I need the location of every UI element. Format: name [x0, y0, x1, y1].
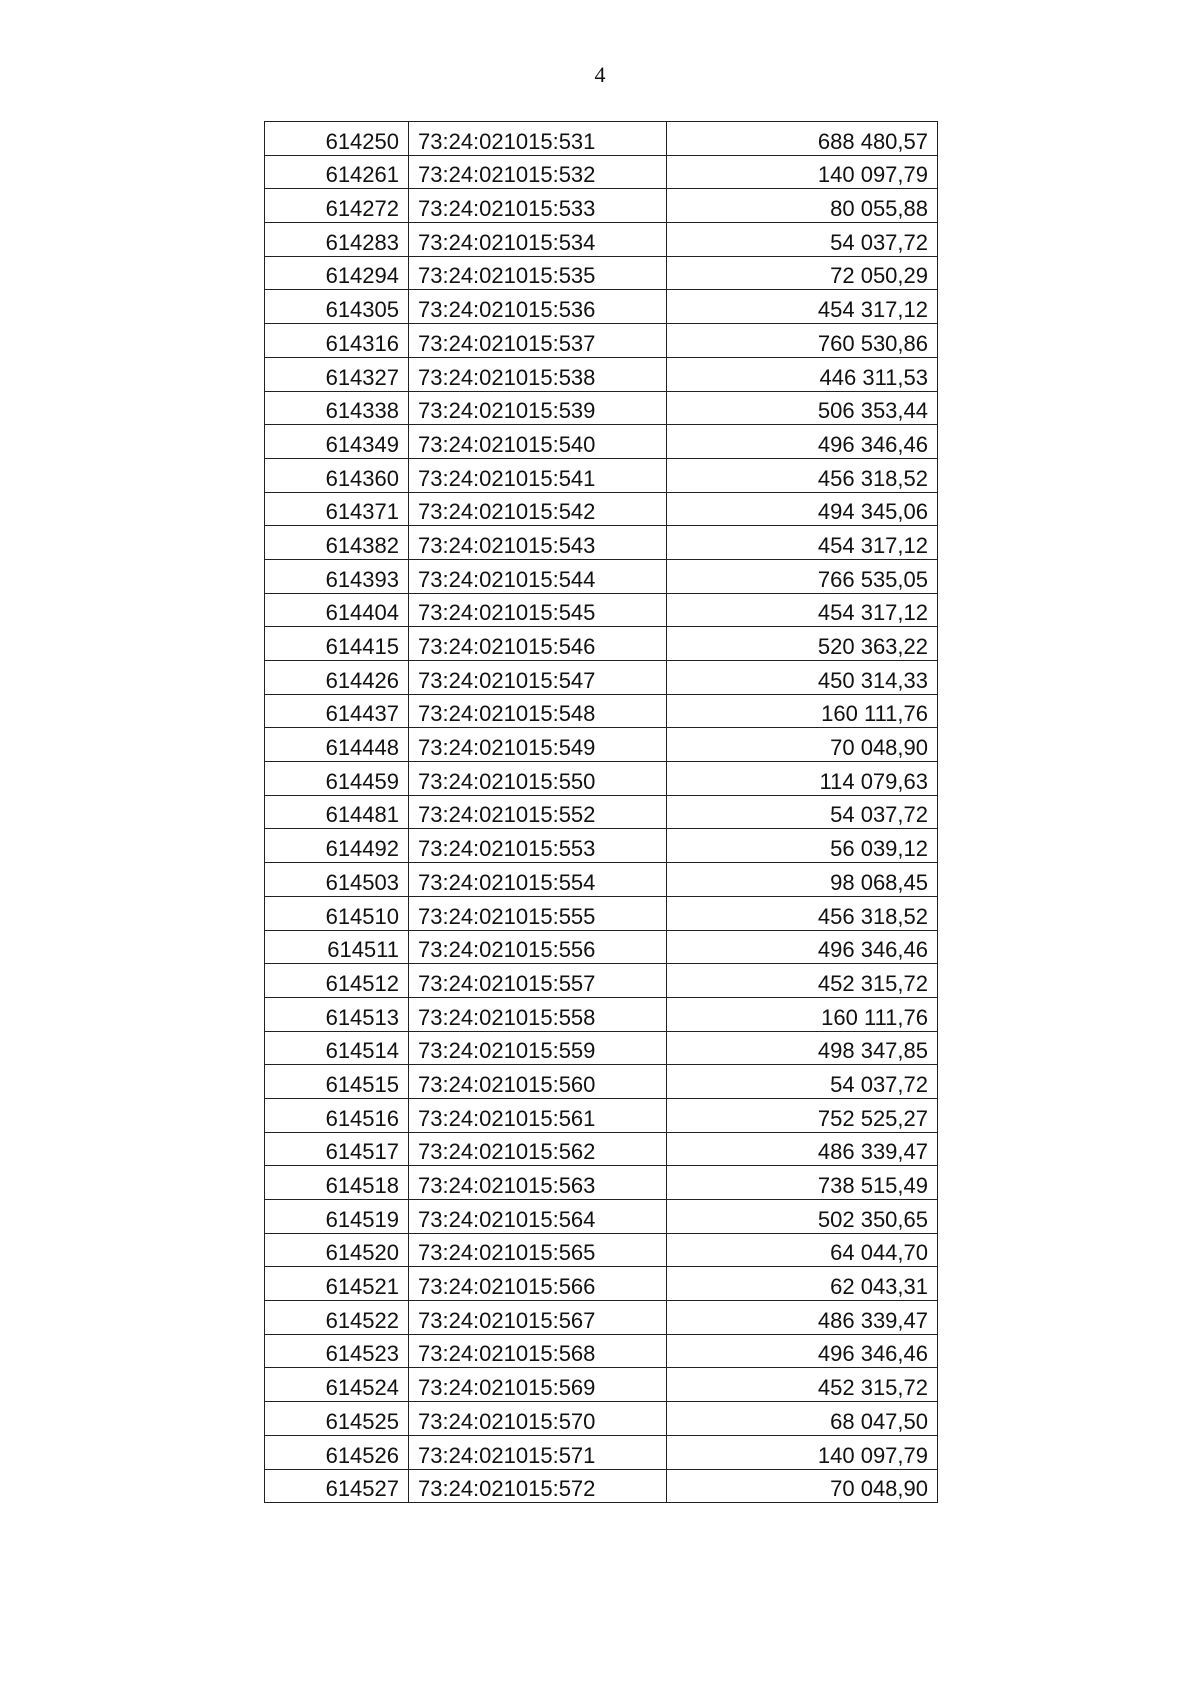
- value-cell: 54 037,72: [667, 1065, 938, 1099]
- table-row: [265, 627, 938, 661]
- row-id-cell: 614492: [265, 829, 409, 863]
- table-row: [265, 559, 938, 593]
- row-id-cell: 614316: [265, 324, 409, 358]
- cadastral-number-cell: 73:24:021015:553: [409, 829, 667, 863]
- table-row: [265, 1334, 938, 1368]
- row-id-cell: 614415: [265, 627, 409, 661]
- value-cell: 454 317,12: [667, 290, 938, 324]
- cadastral-number-cell: 73:24:021015:557: [409, 964, 667, 998]
- cadastral-number-cell: 73:24:021015:531: [409, 122, 667, 156]
- cadastral-number-cell: 73:24:021015:571: [409, 1435, 667, 1469]
- table-row: [265, 1031, 938, 1065]
- table-row: [265, 155, 938, 189]
- cadastral-number-cell: 73:24:021015:562: [409, 1132, 667, 1166]
- row-id-cell: 614360: [265, 458, 409, 492]
- cadastral-number-cell: 73:24:021015:537: [409, 324, 667, 358]
- table-row: [265, 458, 938, 492]
- row-id-cell: 614283: [265, 223, 409, 257]
- row-id-cell: 614250: [265, 122, 409, 156]
- value-cell: 446 311,53: [667, 357, 938, 391]
- row-id-cell: 614404: [265, 593, 409, 627]
- table-row: [265, 795, 938, 829]
- row-id-cell: 614522: [265, 1301, 409, 1335]
- cadastral-number-cell: 73:24:021015:569: [409, 1368, 667, 1402]
- value-cell: 70 048,90: [667, 728, 938, 762]
- cadastral-number-cell: 73:24:021015:555: [409, 896, 667, 930]
- table-row: [265, 1065, 938, 1099]
- row-id-cell: 614305: [265, 290, 409, 324]
- table-row: [265, 492, 938, 526]
- cadastral-number-cell: 73:24:021015:545: [409, 593, 667, 627]
- value-cell: 496 346,46: [667, 930, 938, 964]
- cadastral-number-cell: 73:24:021015:558: [409, 997, 667, 1031]
- value-cell: 72 050,29: [667, 256, 938, 290]
- row-id-cell: 614516: [265, 1098, 409, 1132]
- table-row: [265, 425, 938, 459]
- cadastral-number-cell: 73:24:021015:548: [409, 694, 667, 728]
- row-id-cell: 614327: [265, 357, 409, 391]
- cadastral-number-cell: 73:24:021015:565: [409, 1233, 667, 1267]
- value-cell: 502 350,65: [667, 1200, 938, 1234]
- row-id-cell: 614520: [265, 1233, 409, 1267]
- table-row: [265, 1132, 938, 1166]
- cadastral-number-cell: 73:24:021015:549: [409, 728, 667, 762]
- value-cell: 456 318,52: [667, 896, 938, 930]
- row-id-cell: 614448: [265, 728, 409, 762]
- cadastral-number-cell: 73:24:021015:556: [409, 930, 667, 964]
- value-cell: 54 037,72: [667, 795, 938, 829]
- value-cell: 520 363,22: [667, 627, 938, 661]
- value-cell: 140 097,79: [667, 1435, 938, 1469]
- cadastral-number-cell: 73:24:021015:541: [409, 458, 667, 492]
- value-cell: 688 480,57: [667, 122, 938, 156]
- cadastral-number-cell: 73:24:021015:546: [409, 627, 667, 661]
- row-id-cell: 614272: [265, 189, 409, 223]
- value-cell: 494 345,06: [667, 492, 938, 526]
- cadastral-number-cell: 73:24:021015:542: [409, 492, 667, 526]
- value-cell: 98 068,45: [667, 863, 938, 897]
- row-id-cell: 614261: [265, 155, 409, 189]
- cadastral-number-cell: 73:24:021015:540: [409, 425, 667, 459]
- table-row: [265, 1267, 938, 1301]
- cadastral-number-cell: 73:24:021015:554: [409, 863, 667, 897]
- cadastral-number-cell: 73:24:021015:539: [409, 391, 667, 425]
- row-id-cell: 614513: [265, 997, 409, 1031]
- cadastral-number-cell: 73:24:021015:533: [409, 189, 667, 223]
- value-cell: 452 315,72: [667, 1368, 938, 1402]
- cadastral-number-cell: 73:24:021015:547: [409, 661, 667, 695]
- row-id-cell: 614382: [265, 526, 409, 560]
- cadastral-number-cell: 73:24:021015:568: [409, 1334, 667, 1368]
- value-cell: 114 079,63: [667, 762, 938, 796]
- row-id-cell: 614519: [265, 1200, 409, 1234]
- value-cell: 160 111,76: [667, 694, 938, 728]
- value-cell: 506 353,44: [667, 391, 938, 425]
- table-row: [265, 324, 938, 358]
- row-id-cell: 614514: [265, 1031, 409, 1065]
- table-row: [265, 256, 938, 290]
- table-row: [265, 391, 938, 425]
- table-row: [265, 964, 938, 998]
- value-cell: 766 535,05: [667, 559, 938, 593]
- table-row: [265, 1233, 938, 1267]
- table-row: [265, 896, 938, 930]
- value-cell: 738 515,49: [667, 1166, 938, 1200]
- page-number: 4: [594, 62, 606, 87]
- row-id-cell: 614426: [265, 661, 409, 695]
- row-id-cell: 614349: [265, 425, 409, 459]
- row-id-cell: 614481: [265, 795, 409, 829]
- cadastral-number-cell: 73:24:021015:567: [409, 1301, 667, 1335]
- table-row: [265, 526, 938, 560]
- row-id-cell: 614521: [265, 1267, 409, 1301]
- row-id-cell: 614517: [265, 1132, 409, 1166]
- cadastral-number-cell: 73:24:021015:572: [409, 1469, 667, 1503]
- table-row: [265, 290, 938, 324]
- value-cell: 454 317,12: [667, 526, 938, 560]
- row-id-cell: 614512: [265, 964, 409, 998]
- value-cell: 80 055,88: [667, 189, 938, 223]
- row-id-cell: 614459: [265, 762, 409, 796]
- table-row: [265, 223, 938, 257]
- table-row: [265, 1098, 938, 1132]
- cadastral-number-cell: 73:24:021015:570: [409, 1402, 667, 1436]
- cadastral-number-cell: 73:24:021015:543: [409, 526, 667, 560]
- row-id-cell: 614518: [265, 1166, 409, 1200]
- cadastral-number-cell: 73:24:021015:544: [409, 559, 667, 593]
- table-row: [265, 1368, 938, 1402]
- cadastral-number-cell: 73:24:021015:559: [409, 1031, 667, 1065]
- cadastral-number-cell: 73:24:021015:532: [409, 155, 667, 189]
- row-id-cell: 614510: [265, 896, 409, 930]
- cadastral-number-cell: 73:24:021015:566: [409, 1267, 667, 1301]
- value-cell: 56 039,12: [667, 829, 938, 863]
- row-id-cell: 614527: [265, 1469, 409, 1503]
- row-id-cell: 614338: [265, 391, 409, 425]
- value-cell: 498 347,85: [667, 1031, 938, 1065]
- table-row: [265, 1435, 938, 1469]
- table-row: [265, 930, 938, 964]
- table-row: [265, 728, 938, 762]
- table-row: [265, 762, 938, 796]
- cadastral-number-cell: 73:24:021015:564: [409, 1200, 667, 1234]
- cadastral-number-cell: 73:24:021015:538: [409, 357, 667, 391]
- value-cell: 456 318,52: [667, 458, 938, 492]
- value-cell: 62 043,31: [667, 1267, 938, 1301]
- value-cell: 452 315,72: [667, 964, 938, 998]
- row-id-cell: 614503: [265, 863, 409, 897]
- row-id-cell: 614525: [265, 1402, 409, 1436]
- table-row: [265, 694, 938, 728]
- row-id-cell: 614294: [265, 256, 409, 290]
- value-cell: 64 044,70: [667, 1233, 938, 1267]
- table-row: [265, 661, 938, 695]
- table-row: [265, 1166, 938, 1200]
- value-cell: 496 346,46: [667, 425, 938, 459]
- value-cell: 752 525,27: [667, 1098, 938, 1132]
- row-id-cell: 614523: [265, 1334, 409, 1368]
- table-row: [265, 357, 938, 391]
- value-cell: 486 339,47: [667, 1301, 938, 1335]
- value-cell: 450 314,33: [667, 661, 938, 695]
- table-row: [265, 863, 938, 897]
- table-row: [265, 1402, 938, 1436]
- cadastral-number-cell: 73:24:021015:563: [409, 1166, 667, 1200]
- row-id-cell: 614371: [265, 492, 409, 526]
- value-cell: 454 317,12: [667, 593, 938, 627]
- table-row: [265, 1301, 938, 1335]
- cadastral-number-cell: 73:24:021015:534: [409, 223, 667, 257]
- value-cell: 486 339,47: [667, 1132, 938, 1166]
- cadastral-number-cell: 73:24:021015:560: [409, 1065, 667, 1099]
- table-row: [265, 189, 938, 223]
- table-row: [265, 1200, 938, 1234]
- row-id-cell: 614524: [265, 1368, 409, 1402]
- value-cell: 760 530,86: [667, 324, 938, 358]
- cadastral-number-cell: 73:24:021015:552: [409, 795, 667, 829]
- table-row: [265, 593, 938, 627]
- value-cell: 70 048,90: [667, 1469, 938, 1503]
- cadastral-number-cell: 73:24:021015:535: [409, 256, 667, 290]
- table-row: [265, 829, 938, 863]
- cadastral-number-cell: 73:24:021015:550: [409, 762, 667, 796]
- value-cell: 160 111,76: [667, 997, 938, 1031]
- table-row: [265, 122, 938, 156]
- value-cell: 68 047,50: [667, 1402, 938, 1436]
- cadastral-number-cell: 73:24:021015:561: [409, 1098, 667, 1132]
- row-id-cell: 614393: [265, 559, 409, 593]
- table-row: [265, 1469, 938, 1503]
- row-id-cell: 614515: [265, 1065, 409, 1099]
- row-id-cell: 614437: [265, 694, 409, 728]
- value-cell: 54 037,72: [667, 223, 938, 257]
- value-cell: 496 346,46: [667, 1334, 938, 1368]
- row-id-cell: 614511: [265, 930, 409, 964]
- row-id-cell: 614526: [265, 1435, 409, 1469]
- value-cell: 140 097,79: [667, 155, 938, 189]
- table-body: [265, 122, 938, 1503]
- land-plots-table: [264, 121, 938, 1503]
- table-row: [265, 997, 938, 1031]
- cadastral-number-cell: 73:24:021015:536: [409, 290, 667, 324]
